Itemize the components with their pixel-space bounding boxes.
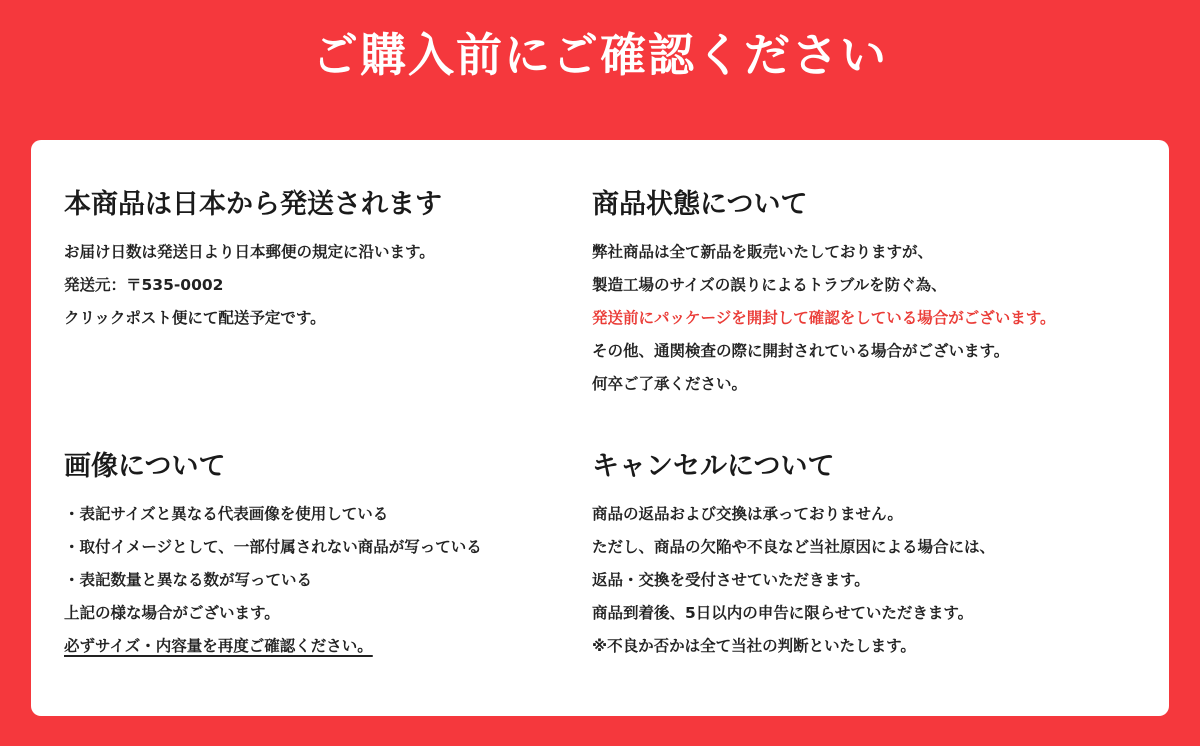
images-line: ・取付イメージとして、一部付属されない商品が写っている [64,538,482,556]
shipping-line: クリックポスト便にて配送予定です。 [64,309,326,327]
condition-lines [592,236,1132,401]
condition-line-highlight: 発送前にパッケージを開封して確認をしている場合がございます。 [592,309,1056,327]
cancel-lines [592,498,1132,663]
cancel-line: ※不良か否かは全て当社の判断といたします。 [592,637,916,655]
banner [0,0,1200,140]
images-line-emphasis-text: 必ずサイズ・内容量を再度ご確認ください。 [64,637,373,655]
images-heading: 画像について [64,451,226,482]
notice-card [31,140,1169,716]
shipping-section [64,188,604,335]
cancel-line: 商品の返品および交換は承っておりません。 [592,505,903,523]
images-line: ・表記サイズと異なる代表画像を使用している [64,505,389,523]
cancel-line: ただし、商品の欠陥や不良など当社原因による場合には、 [592,538,996,556]
images-section [64,450,604,663]
images-line: ・表記数量と異なる数が写っている [64,571,313,589]
shipping-line: お届け日数は発送日より日本郵便の規定に沿います。 [64,243,435,261]
cancel-line: 返品・交換を受付させていただきます。 [592,571,870,589]
banner-title: ご購入前にご確認ください [312,27,888,82]
condition-heading: 商品状態について [592,189,808,220]
condition-line: 何卒ご了承ください。 [592,375,748,393]
cancel-section [592,450,1132,663]
shipping-heading: 本商品は日本から発送されます [64,189,442,220]
cancel-line: 商品到着後、5日以内の申告に限らせていただきます。 [592,604,974,622]
condition-line: 製造工場のサイズの誤りによるトラブルを防ぐ為、 [592,276,947,294]
images-line-emphasis [64,630,604,663]
condition-line: 弊社商品は全て新品を販売いたしておりますが、 [592,243,934,261]
condition-section [592,188,1132,401]
images-lines [64,498,604,663]
images-line: 上記の様な場合がございます。 [64,604,280,622]
condition-line: その他、通関検査の際に開封されている場合がございます。 [592,342,1010,360]
cancel-heading: キャンセルについて [592,451,835,482]
shipping-line: 発送元：〒535-0002 [64,276,224,294]
shipping-lines [64,236,604,335]
